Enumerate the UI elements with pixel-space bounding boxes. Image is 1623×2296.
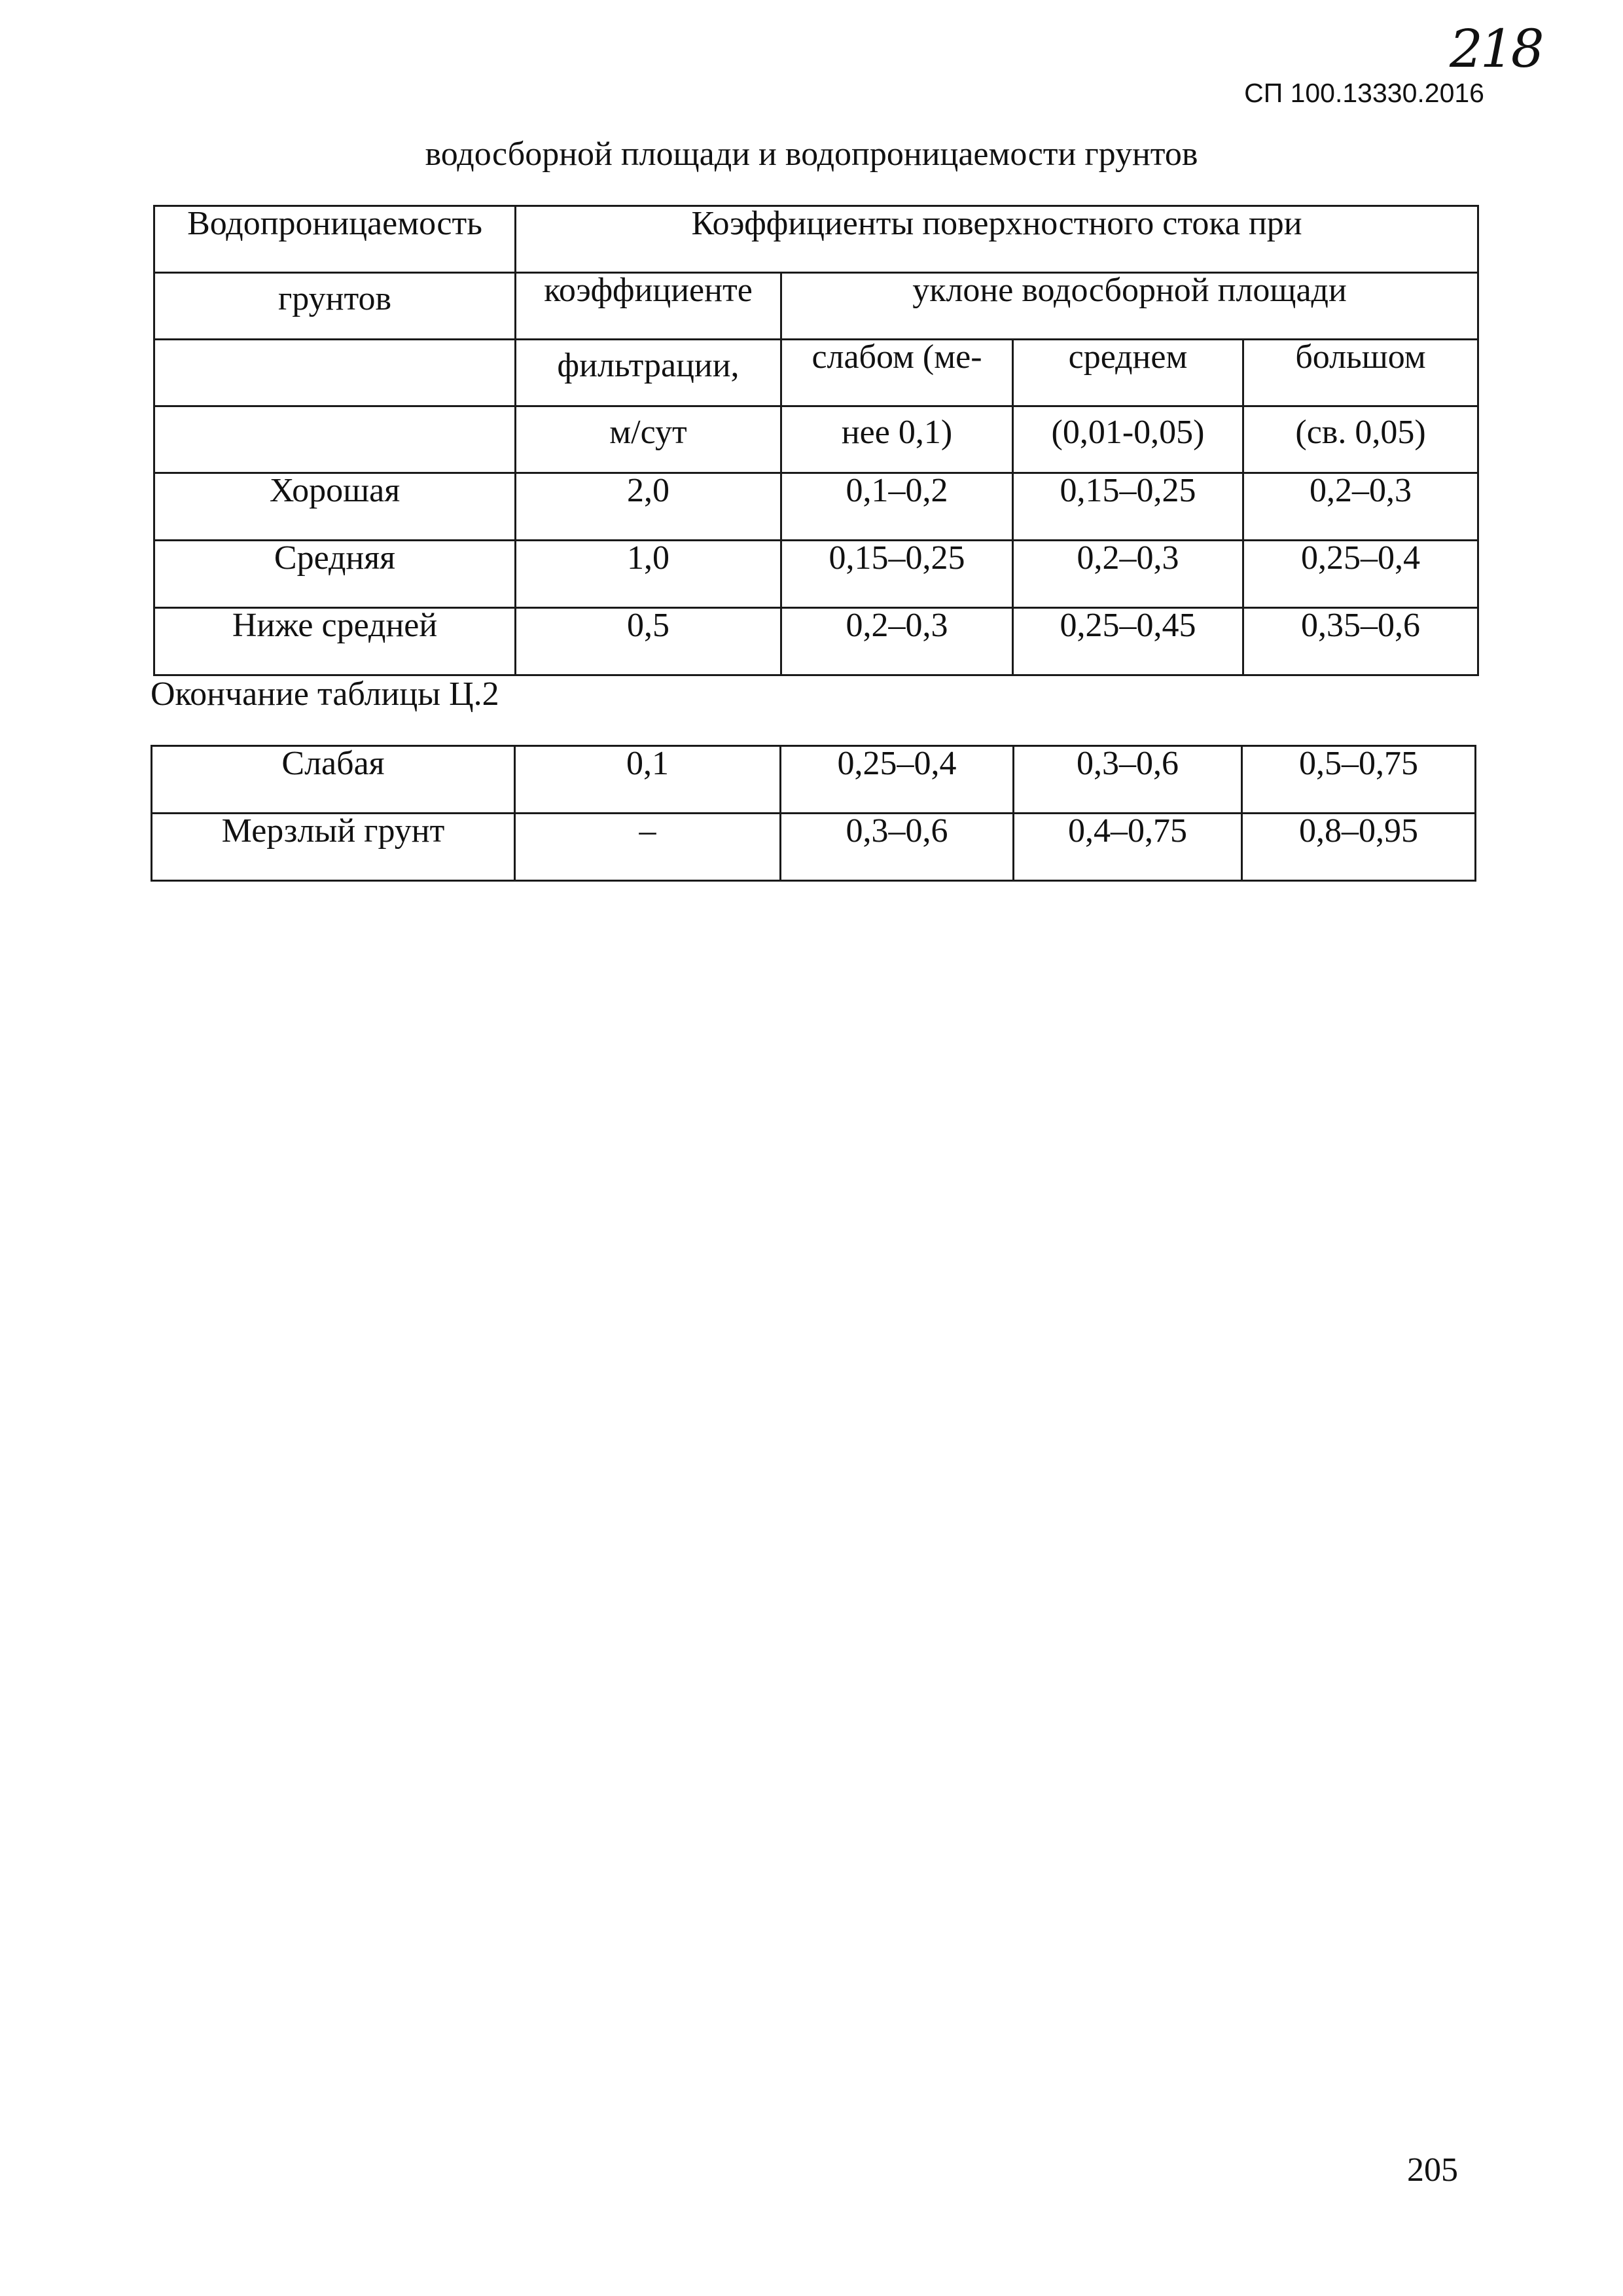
table-title: водосборной площади и водопроницаемости грунтов bbox=[425, 135, 1198, 173]
header-row-4 bbox=[154, 406, 1478, 473]
table-row bbox=[154, 541, 1478, 608]
soil-cell: Слабая bbox=[152, 746, 515, 814]
table-row bbox=[154, 473, 1478, 541]
weak-slope-cell: 0,15–0,25 bbox=[781, 541, 1013, 608]
soil-cell: Ниже средней bbox=[154, 608, 516, 675]
filtration-cell: – bbox=[515, 814, 781, 881]
medium-slope-cell: 0,2–0,3 bbox=[1013, 541, 1243, 608]
header-medium-line2: (0,01-0,05) bbox=[1013, 406, 1243, 473]
continuation-table bbox=[151, 745, 1476, 882]
filtration-cell: 0,5 bbox=[516, 608, 781, 675]
table-row bbox=[152, 746, 1476, 814]
medium-slope-cell: 0,3–0,6 bbox=[1014, 746, 1242, 814]
header-slope: уклоне водосборной площади bbox=[781, 273, 1478, 340]
filtration-cell: 1,0 bbox=[516, 541, 781, 608]
large-slope-cell: 0,25–0,4 bbox=[1243, 541, 1478, 608]
header-row-2 bbox=[154, 273, 1478, 340]
header-large-line1: большом bbox=[1243, 340, 1478, 406]
table-row bbox=[152, 814, 1476, 881]
large-slope-cell: 0,2–0,3 bbox=[1243, 473, 1478, 541]
header-soil-empty-2 bbox=[154, 406, 516, 473]
page-number: 205 bbox=[1407, 2151, 1458, 2189]
soil-cell: Средняя bbox=[154, 541, 516, 608]
large-slope-cell: 0,35–0,6 bbox=[1243, 608, 1478, 675]
header-filtration-line3: м/сут bbox=[516, 406, 781, 473]
continuation-caption: Окончание таблицы Ц.2 bbox=[151, 675, 499, 713]
header-soil-permeability-line2: грунтов bbox=[154, 273, 516, 340]
header-weak-line2: нее 0,1) bbox=[781, 406, 1013, 473]
large-slope-cell: 0,8–0,95 bbox=[1242, 814, 1476, 881]
header-weak-line1: слабом (ме- bbox=[781, 340, 1013, 406]
header-medium-line1: среднем bbox=[1013, 340, 1243, 406]
table-row bbox=[154, 608, 1478, 675]
filtration-cell: 2,0 bbox=[516, 473, 781, 541]
weak-slope-cell: 0,1–0,2 bbox=[781, 473, 1013, 541]
soil-cell: Мерзлый грунт bbox=[152, 814, 515, 881]
soil-cell: Хорошая bbox=[154, 473, 516, 541]
runoff-coefficients-table bbox=[153, 205, 1479, 676]
handwritten-page-number: 218 bbox=[1450, 18, 1542, 79]
header-large-line2: (св. 0,05) bbox=[1243, 406, 1478, 473]
header-filtration-line2: фильтрации, bbox=[516, 340, 781, 406]
document-code: СП 100.13330.2016 bbox=[1244, 78, 1484, 108]
header-soil-permeability-line1: Водопроницаемость bbox=[154, 206, 516, 273]
header-runoff-coefficients: Коэффициенты поверхностного стока при bbox=[516, 206, 1478, 273]
medium-slope-cell: 0,15–0,25 bbox=[1013, 473, 1243, 541]
header-soil-empty bbox=[154, 340, 516, 406]
medium-slope-cell: 0,4–0,75 bbox=[1014, 814, 1242, 881]
weak-slope-cell: 0,25–0,4 bbox=[781, 746, 1014, 814]
header-row-1 bbox=[154, 206, 1478, 273]
weak-slope-cell: 0,3–0,6 bbox=[781, 814, 1014, 881]
large-slope-cell: 0,5–0,75 bbox=[1242, 746, 1476, 814]
header-row-3 bbox=[154, 340, 1478, 406]
filtration-cell: 0,1 bbox=[515, 746, 781, 814]
medium-slope-cell: 0,25–0,45 bbox=[1013, 608, 1243, 675]
header-filtration-line1: коэффициенте bbox=[516, 273, 781, 340]
weak-slope-cell: 0,2–0,3 bbox=[781, 608, 1013, 675]
